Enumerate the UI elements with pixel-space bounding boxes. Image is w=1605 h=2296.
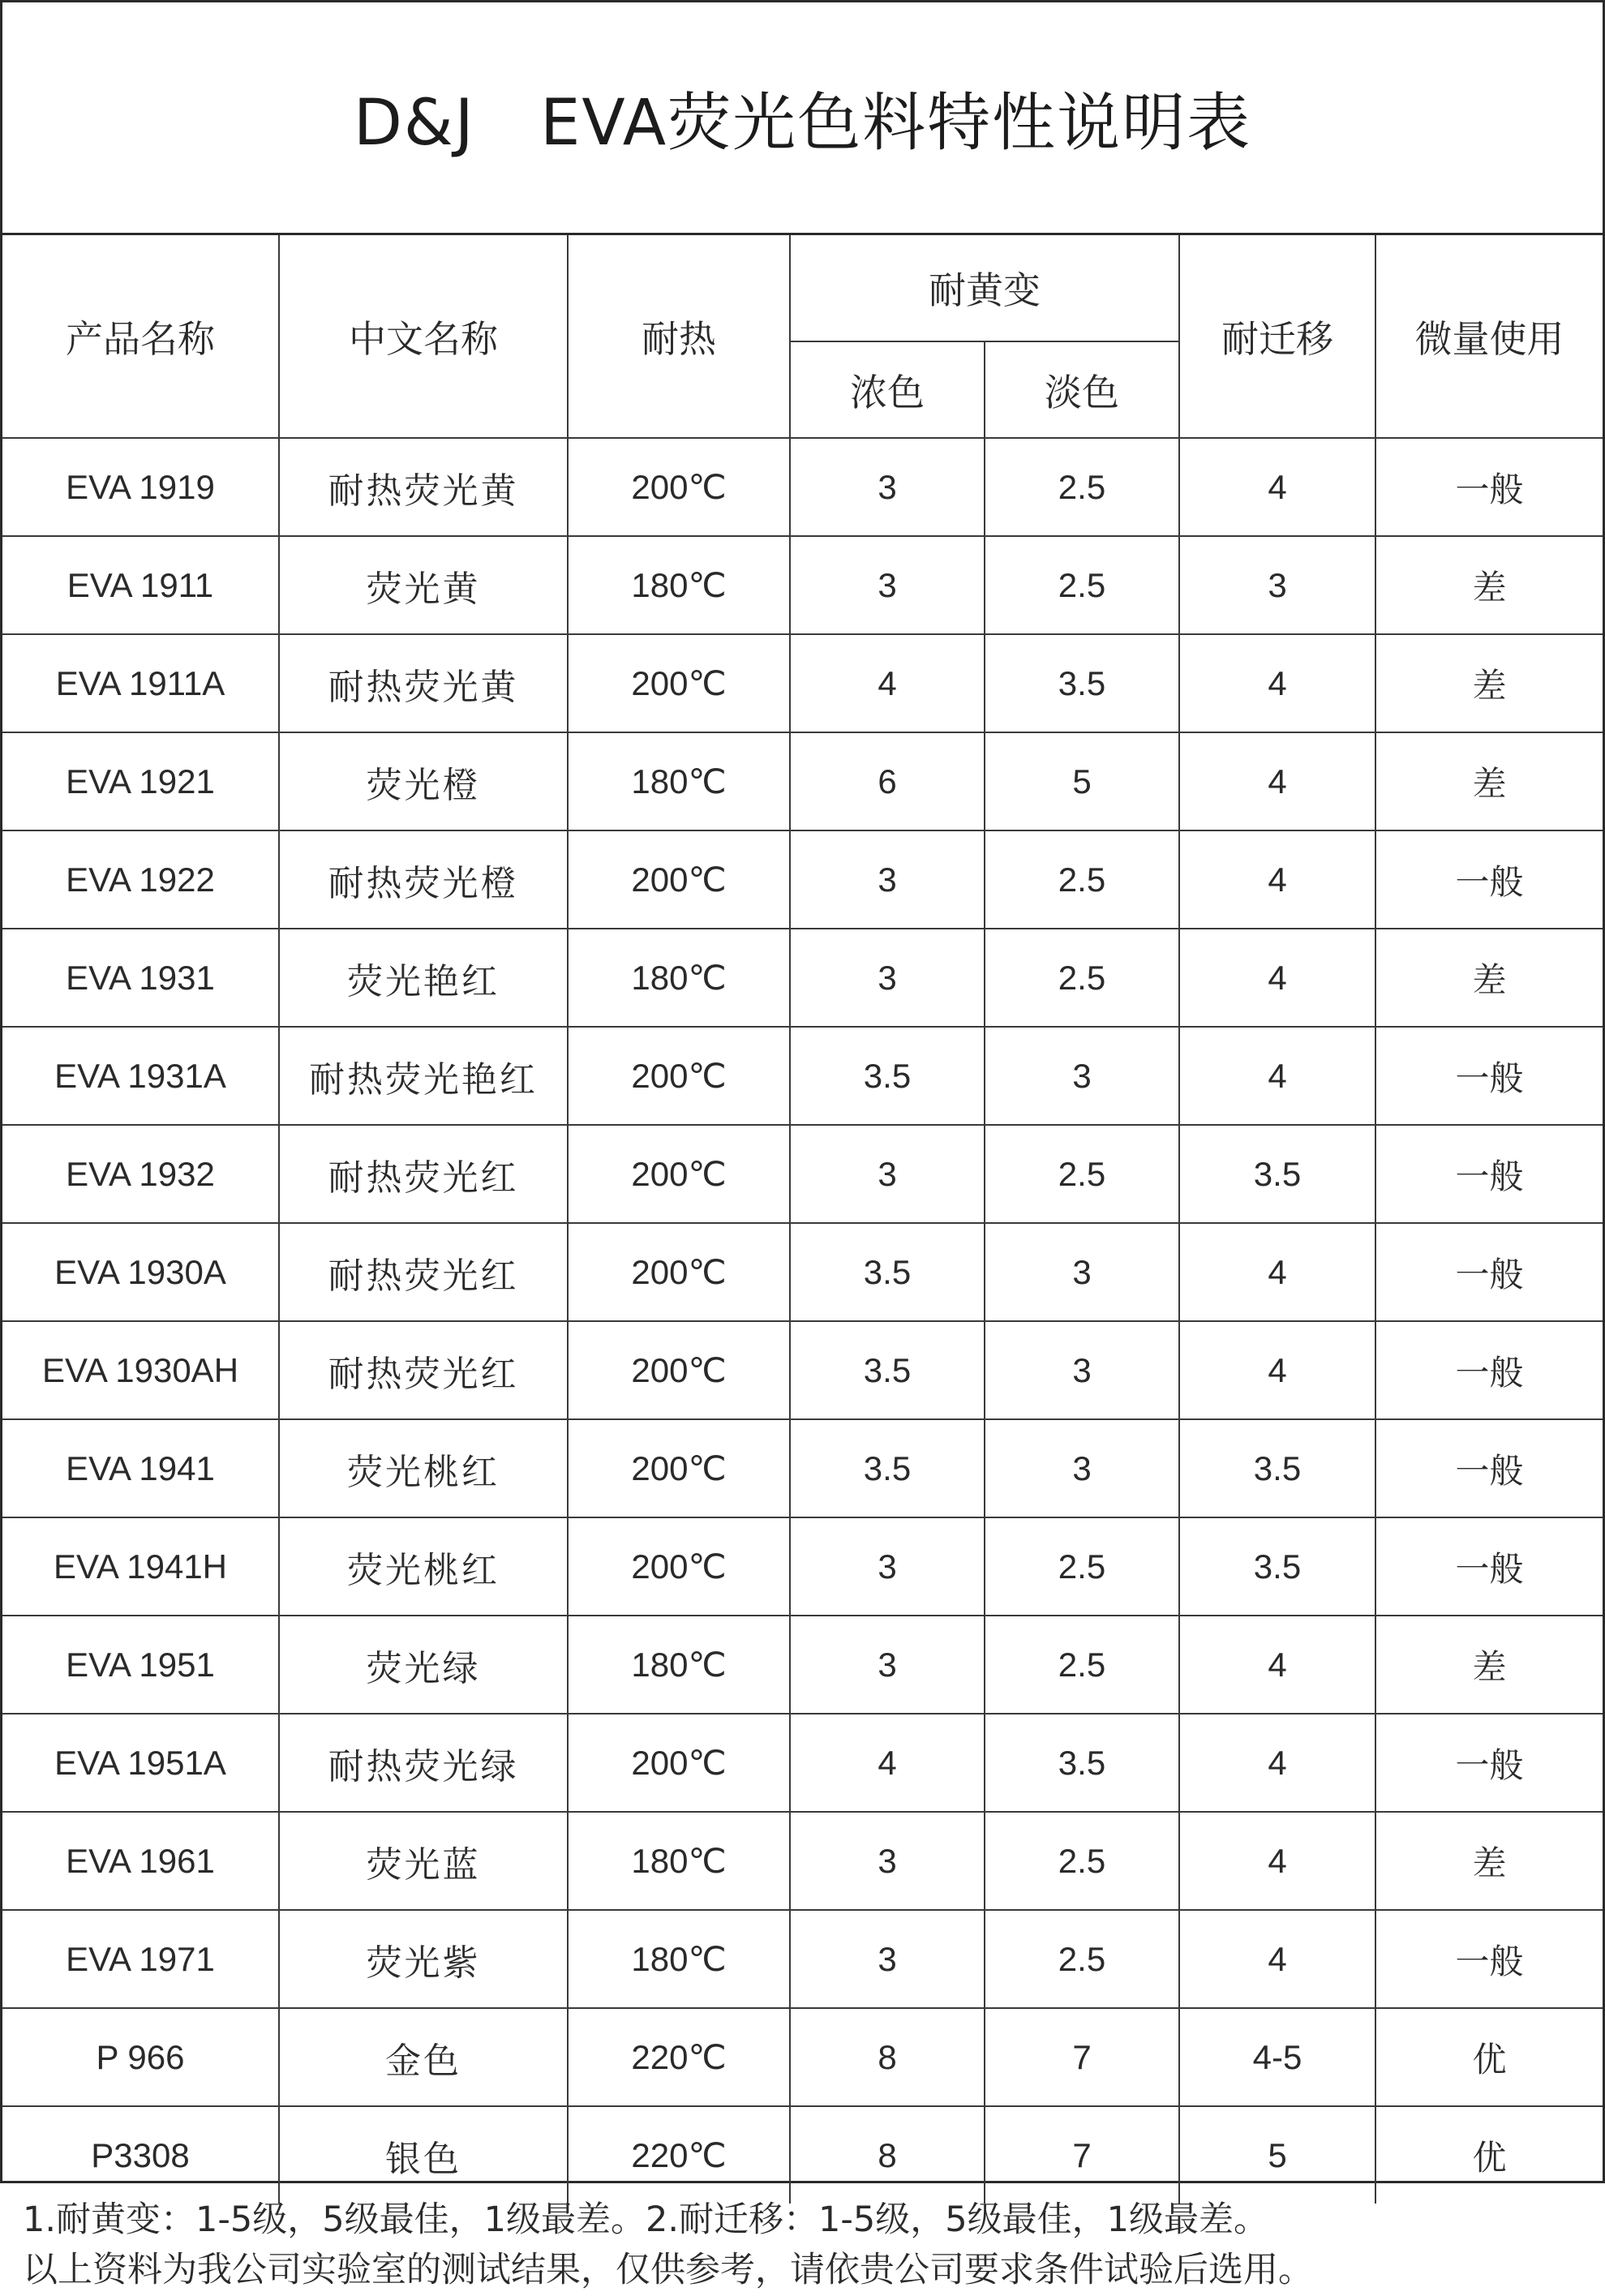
header-heat-resistance: 耐热 xyxy=(568,235,790,438)
cell-heat-resistance: 180℃ xyxy=(568,1812,790,1910)
cell-heat-resistance: 220℃ xyxy=(568,2008,790,2106)
header-micro-use: 微量使用 xyxy=(1375,235,1603,438)
cell-product: P3308 xyxy=(2,2106,279,2204)
header-row-top xyxy=(2,235,1603,341)
header-migration-resistance: 耐迁移 xyxy=(1179,235,1375,438)
cell-chinese-name: 耐热荧光艳红 xyxy=(279,1027,568,1125)
cell-chinese-name: 荧光艳红 xyxy=(279,929,568,1027)
table-row xyxy=(2,1223,1603,1321)
cell-micro-use: 差 xyxy=(1375,1616,1603,1714)
cell-micro-use: 差 xyxy=(1375,536,1603,634)
header-dark-color: 浓色 xyxy=(790,341,985,438)
cell-micro-use: 差 xyxy=(1375,732,1603,830)
cell-heat-resistance: 200℃ xyxy=(568,1419,790,1517)
cell-product: EVA 1931A xyxy=(2,1027,279,1125)
cell-heat-resistance: 200℃ xyxy=(568,1223,790,1321)
table-row xyxy=(2,1321,1603,1419)
cell-light-color: 3 xyxy=(985,1027,1179,1125)
table-row xyxy=(2,2008,1603,2106)
cell-micro-use: 一般 xyxy=(1375,1125,1603,1223)
cell-chinese-name: 耐热荧光红 xyxy=(279,1321,568,1419)
table-row xyxy=(2,1027,1603,1125)
cell-light-color: 3.5 xyxy=(985,634,1179,732)
cell-migration-resistance: 5 xyxy=(1179,2106,1375,2204)
cell-light-color: 2.5 xyxy=(985,1812,1179,1910)
cell-migration-resistance: 4 xyxy=(1179,830,1375,929)
cell-light-color: 2.5 xyxy=(985,830,1179,929)
cell-micro-use: 一般 xyxy=(1375,830,1603,929)
cell-product: EVA 1921 xyxy=(2,732,279,830)
header-yellowing-resistance: 耐黄变 xyxy=(790,235,1179,341)
cell-chinese-name: 耐热荧光黄 xyxy=(279,438,568,536)
cell-light-color: 3 xyxy=(985,1223,1179,1321)
cell-light-color: 5 xyxy=(985,732,1179,830)
table-row xyxy=(2,1910,1603,2008)
cell-heat-resistance: 200℃ xyxy=(568,1027,790,1125)
cell-micro-use: 一般 xyxy=(1375,1419,1603,1517)
cell-light-color: 2.5 xyxy=(985,438,1179,536)
cell-heat-resistance: 220℃ xyxy=(568,2106,790,2204)
cell-product: EVA 1922 xyxy=(2,830,279,929)
cell-migration-resistance: 4 xyxy=(1179,1027,1375,1125)
table-row xyxy=(2,1125,1603,1223)
cell-migration-resistance: 3.5 xyxy=(1179,1125,1375,1223)
cell-heat-resistance: 200℃ xyxy=(568,1321,790,1419)
cell-micro-use: 优 xyxy=(1375,2106,1603,2204)
table-row xyxy=(2,438,1603,536)
cell-chinese-name: 荧光橙 xyxy=(279,732,568,830)
cell-product: P 966 xyxy=(2,2008,279,2106)
cell-chinese-name: 荧光桃红 xyxy=(279,1419,568,1517)
cell-dark-color: 8 xyxy=(790,2106,985,2204)
cell-product: EVA 1941H xyxy=(2,1517,279,1616)
cell-micro-use: 一般 xyxy=(1375,1517,1603,1616)
header-product-name: 产品名称 xyxy=(2,235,279,438)
cell-micro-use: 一般 xyxy=(1375,1027,1603,1125)
cell-micro-use: 一般 xyxy=(1375,1714,1603,1812)
cell-chinese-name: 金色 xyxy=(279,2008,568,2106)
cell-chinese-name: 银色 xyxy=(279,2106,568,2204)
cell-chinese-name: 荧光黄 xyxy=(279,536,568,634)
cell-heat-resistance: 200℃ xyxy=(568,1714,790,1812)
cell-dark-color: 3.5 xyxy=(790,1223,985,1321)
cell-dark-color: 3 xyxy=(790,1125,985,1223)
table-row xyxy=(2,732,1603,830)
cell-product: EVA 1941 xyxy=(2,1419,279,1517)
cell-product: EVA 1971 xyxy=(2,1910,279,2008)
cell-micro-use: 一般 xyxy=(1375,1910,1603,2008)
cell-chinese-name: 荧光绿 xyxy=(279,1616,568,1714)
cell-product: EVA 1932 xyxy=(2,1125,279,1223)
cell-light-color: 2.5 xyxy=(985,929,1179,1027)
cell-chinese-name: 耐热荧光红 xyxy=(279,1125,568,1223)
cell-chinese-name: 耐热荧光黄 xyxy=(279,634,568,732)
cell-heat-resistance: 180℃ xyxy=(568,732,790,830)
cell-dark-color: 6 xyxy=(790,732,985,830)
cell-light-color: 7 xyxy=(985,2008,1179,2106)
table-row xyxy=(2,634,1603,732)
cell-product: EVA 1919 xyxy=(2,438,279,536)
properties-table xyxy=(2,235,1603,2204)
cell-product: EVA 1951A xyxy=(2,1714,279,1812)
cell-heat-resistance: 200℃ xyxy=(568,1517,790,1616)
cell-dark-color: 3 xyxy=(790,536,985,634)
cell-migration-resistance: 3 xyxy=(1179,536,1375,634)
cell-light-color: 7 xyxy=(985,2106,1179,2204)
cell-heat-resistance: 200℃ xyxy=(568,1125,790,1223)
cell-micro-use: 一般 xyxy=(1375,1223,1603,1321)
cell-light-color: 2.5 xyxy=(985,1517,1179,1616)
table-row xyxy=(2,536,1603,634)
cell-heat-resistance: 200℃ xyxy=(568,830,790,929)
cell-migration-resistance: 4-5 xyxy=(1179,2008,1375,2106)
cell-product: EVA 1911 xyxy=(2,536,279,634)
title-bar xyxy=(2,2,1603,235)
cell-light-color: 3 xyxy=(985,1321,1179,1419)
footnote-line-1: 1.耐黄变：1-5级，5级最佳，1级最差。2.耐迁移：1-5级，5级最佳，1级最差。 xyxy=(23,2199,1268,2240)
cell-dark-color: 3.5 xyxy=(790,1419,985,1517)
cell-product: EVA 1930A xyxy=(2,1223,279,1321)
footnotes xyxy=(23,2195,1588,2295)
cell-dark-color: 3.5 xyxy=(790,1027,985,1125)
cell-chinese-name: 耐热荧光绿 xyxy=(279,1714,568,1812)
cell-dark-color: 3 xyxy=(790,929,985,1027)
table-row xyxy=(2,830,1603,929)
cell-heat-resistance: 200℃ xyxy=(568,438,790,536)
cell-product: EVA 1911A xyxy=(2,634,279,732)
cell-product: EVA 1951 xyxy=(2,1616,279,1714)
header-chinese-name: 中文名称 xyxy=(279,235,568,438)
cell-chinese-name: 荧光蓝 xyxy=(279,1812,568,1910)
cell-heat-resistance: 180℃ xyxy=(568,929,790,1027)
cell-dark-color: 3 xyxy=(790,1517,985,1616)
table-body xyxy=(2,438,1603,2204)
cell-migration-resistance: 4 xyxy=(1179,438,1375,536)
cell-migration-resistance: 4 xyxy=(1179,1223,1375,1321)
footnote-line-2: 以上资料为我公司实验室的测试结果，仅供参考，请依贵公司要求条件试验后选用。 xyxy=(23,2250,1313,2290)
cell-dark-color: 3 xyxy=(790,830,985,929)
cell-migration-resistance: 4 xyxy=(1179,1321,1375,1419)
cell-micro-use: 一般 xyxy=(1375,438,1603,536)
cell-heat-resistance: 180℃ xyxy=(568,1910,790,2008)
page-title: D&J EVA荧光色料特性说明表 xyxy=(353,87,1252,160)
cell-migration-resistance: 4 xyxy=(1179,1714,1375,1812)
cell-light-color: 2.5 xyxy=(985,1616,1179,1714)
header-light-color: 淡色 xyxy=(985,341,1179,438)
cell-dark-color: 4 xyxy=(790,634,985,732)
cell-micro-use: 差 xyxy=(1375,1812,1603,1910)
cell-migration-resistance: 4 xyxy=(1179,1812,1375,1910)
cell-chinese-name: 荧光紫 xyxy=(279,1910,568,2008)
cell-dark-color: 3.5 xyxy=(790,1321,985,1419)
cell-dark-color: 3 xyxy=(790,438,985,536)
cell-light-color: 2.5 xyxy=(985,1910,1179,2008)
cell-migration-resistance: 4 xyxy=(1179,1910,1375,2008)
cell-dark-color: 8 xyxy=(790,2008,985,2106)
cell-light-color: 3 xyxy=(985,1419,1179,1517)
cell-micro-use: 差 xyxy=(1375,634,1603,732)
table-row xyxy=(2,929,1603,1027)
cell-heat-resistance: 180℃ xyxy=(568,1616,790,1714)
cell-migration-resistance: 4 xyxy=(1179,732,1375,830)
cell-chinese-name: 耐热荧光红 xyxy=(279,1223,568,1321)
cell-dark-color: 3 xyxy=(790,1812,985,1910)
cell-micro-use: 一般 xyxy=(1375,1321,1603,1419)
cell-chinese-name: 荧光桃红 xyxy=(279,1517,568,1616)
table-row xyxy=(2,1812,1603,1910)
cell-chinese-name: 耐热荧光橙 xyxy=(279,830,568,929)
cell-migration-resistance: 4 xyxy=(1179,634,1375,732)
cell-micro-use: 差 xyxy=(1375,929,1603,1027)
cell-migration-resistance: 4 xyxy=(1179,1616,1375,1714)
cell-heat-resistance: 180℃ xyxy=(568,536,790,634)
cell-light-color: 2.5 xyxy=(985,1125,1179,1223)
table-row xyxy=(2,1419,1603,1517)
cell-light-color: 2.5 xyxy=(985,536,1179,634)
cell-dark-color: 3 xyxy=(790,1910,985,2008)
table-row xyxy=(2,1714,1603,1812)
cell-dark-color: 3 xyxy=(790,1616,985,1714)
table-row xyxy=(2,1616,1603,1714)
cell-heat-resistance: 200℃ xyxy=(568,634,790,732)
cell-product: EVA 1931 xyxy=(2,929,279,1027)
cell-micro-use: 优 xyxy=(1375,2008,1603,2106)
cell-light-color: 3.5 xyxy=(985,1714,1179,1812)
table-row xyxy=(2,1517,1603,1616)
cell-migration-resistance: 3.5 xyxy=(1179,1517,1375,1616)
cell-dark-color: 4 xyxy=(790,1714,985,1812)
cell-product: EVA 1930AH xyxy=(2,1321,279,1419)
cell-migration-resistance: 4 xyxy=(1179,929,1375,1027)
cell-product: EVA 1961 xyxy=(2,1812,279,1910)
cell-migration-resistance: 3.5 xyxy=(1179,1419,1375,1517)
table-row xyxy=(2,2106,1603,2204)
